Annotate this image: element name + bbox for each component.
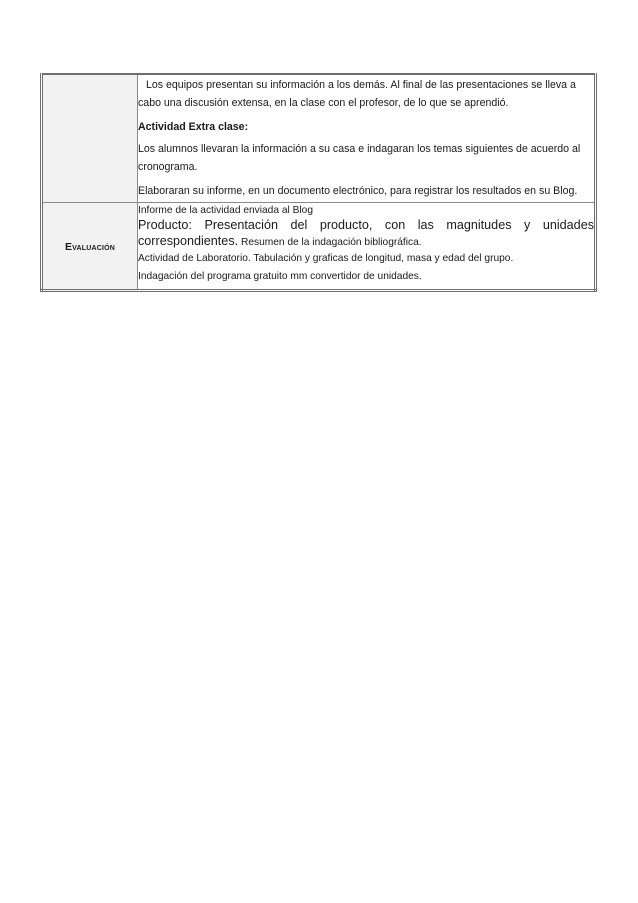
blog-report-line: Informe de la actividad enviada al Blog [138, 205, 313, 216]
evaluation-content-cell [138, 203, 596, 291]
product-continuation-line [138, 233, 594, 251]
activities-label-cell [42, 74, 138, 203]
presentation-paragraph: Los equipos presentan su información a los demás. Al final de las presentaciones se lleva a cabo una discusión extensa, en la clase con el profesor, de lo que se aprendió. [138, 79, 576, 109]
evaluation-row [42, 203, 596, 291]
extra-class-paragraph-1: Los alumnos llevaran la información a su casa e indagaran los temas siguientes de acuerdo al cronograma. [138, 143, 581, 173]
activities-row [42, 74, 596, 203]
product-line: Producto: Presentación del producto, con las magnitudes y unidades [138, 218, 594, 232]
lab-activity-line: Actividad de Laboratorio. Tabulación y graficas de longitud, masa y edad del grupo. [138, 253, 514, 264]
product-continuation: correspondientes. [138, 234, 239, 248]
extra-class-heading: Actividad Extra clase: [138, 121, 249, 133]
planning-table [40, 73, 597, 292]
evaluation-label [65, 242, 115, 253]
program-research-line: Indagación del programa gratuito mm convertidor de unidades. [138, 271, 422, 282]
bibliographic-summary: Resumen de la indagación bibliográfica. [238, 237, 422, 248]
evaluation-label-initial: E [64, 241, 73, 253]
evaluation-label-rest: valuación [72, 242, 116, 253]
extra-class-paragraph-2: Elaboraran su informe, en un documento electrónico, para registrar los resultados en su Blog. [138, 185, 578, 197]
evaluation-label-cell [42, 203, 138, 291]
activities-content-cell [138, 74, 596, 203]
